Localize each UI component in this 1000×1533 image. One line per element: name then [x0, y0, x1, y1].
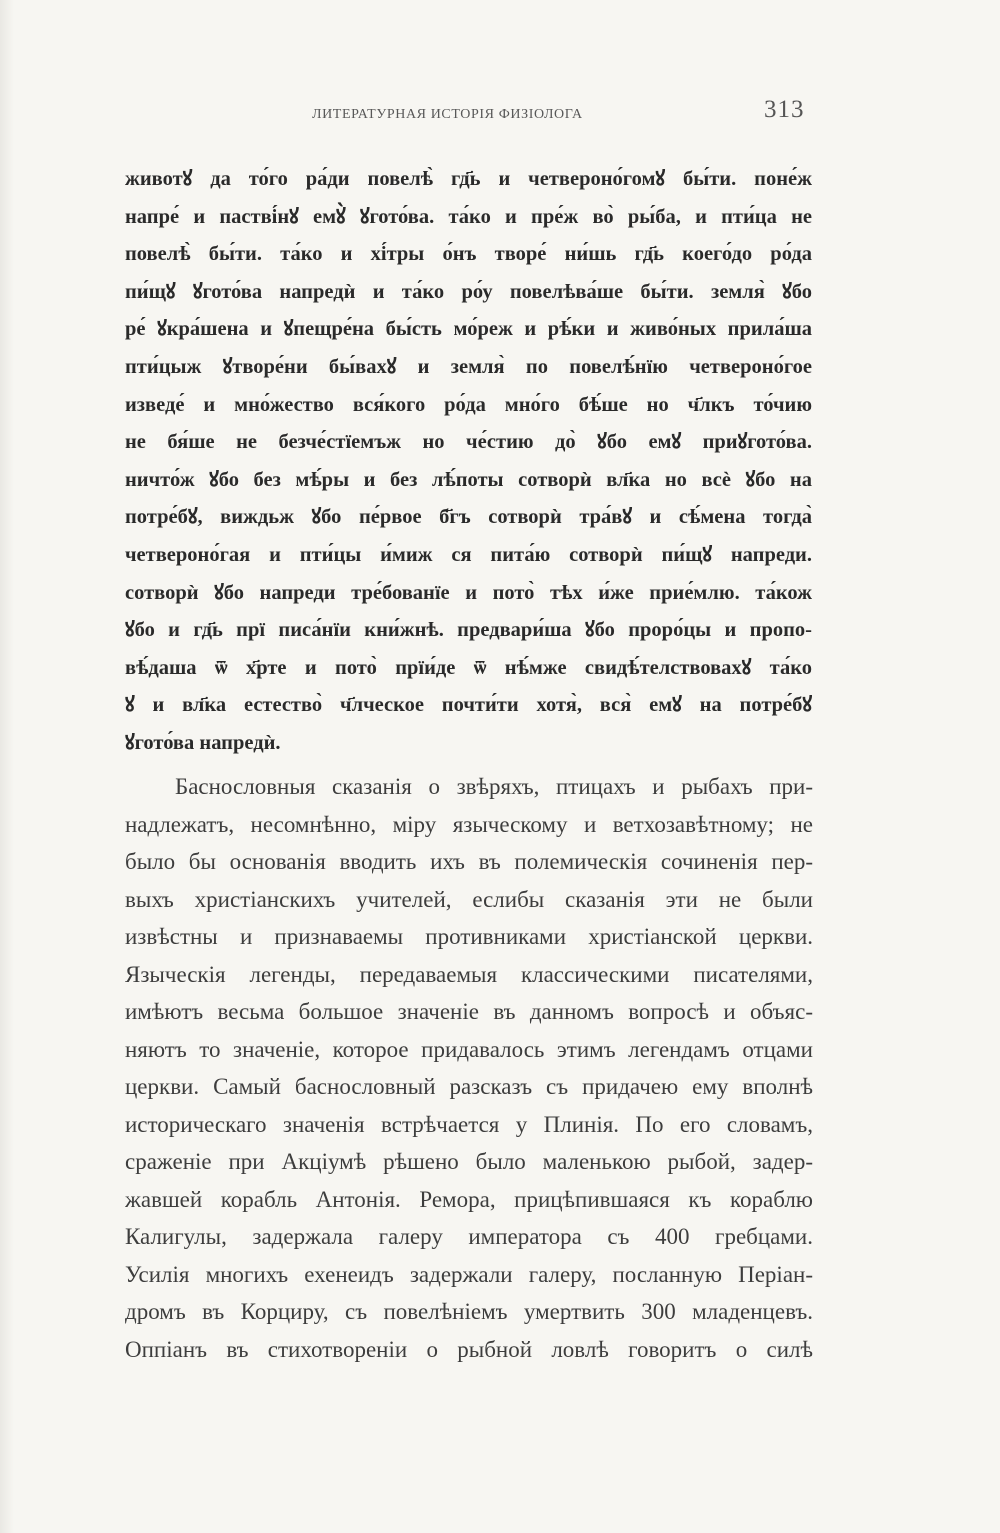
paragraph-line: было бы основанія вводить ихъ въ полемическія сочиненія пер-: [125, 849, 813, 874]
slavonic-line: вѣ́даша ѿ х҃рте и пото̀ прїи́де ѿ нѣ́мже свидѣ́телствовахꙋ та́ко: [125, 656, 812, 679]
paragraph-line: няютъ то значеніе, которое придавалось этимъ легендамъ отцами: [125, 1036, 813, 1062]
slavonic-line: четвероно́гая и пти́цы и́миж ся пита́ю сотворѝ пи́щꙋ напреди.: [125, 543, 812, 566]
paragraph-line: Оппіанъ въ стихотвореніи о рыбной ловлѣ говоритъ о силѣ: [125, 1336, 813, 1362]
paragraph-line: историческаго значенія встрѣчается у Плинія. По его словамъ,: [125, 1111, 813, 1137]
paragraph-line: Языческія легенды, передаваемыя классическими писателями,: [125, 961, 813, 987]
paragraph-line: сраженіе при Акціумѣ рѣшено было маленькою рыбой, задер-: [125, 1149, 813, 1174]
paragraph-line: извѣстны и признаваемы противниками христіанской церкви.: [125, 924, 813, 949]
slavonic-line: ꙋбо и гд҃ь прї писа́нїи кни́жнѣ. предвари́ша ꙋбо проро́цы и пропо-: [125, 619, 812, 642]
slavonic-line: повелѣ̀ бы́ти. та́ко и хі́тры о́нъ творе́ ни́шь гд҃ь коего́до ро́да: [125, 243, 812, 266]
slavonic-line: ре́ ꙋкра́шена и ꙋпещре́на бы́сть мо́реж и рѣ́ки и живо́ных прила́ша: [125, 318, 812, 341]
slavonic-quotation: [125, 161, 812, 763]
paragraph-line: имѣютъ весьма большое значеніе въ данномъ вопросѣ и объяс-: [125, 999, 813, 1024]
paragraph-line: Калигулы, задержала галеру императора съ 400 гребцами.: [125, 1224, 813, 1249]
slavonic-line: ꙋгото́ва напредѝ.: [125, 731, 281, 754]
body-paragraph: [125, 768, 813, 1368]
slavonic-line: пти́цыж ꙋтворе́ни бы́вахꙋ и земля̀ по повелѣ́нїю четвероно́гое: [125, 355, 812, 378]
slavonic-line: пи́щꙋ ꙋгото́ва напредѝ и та́ко ро́у повелѣва́ше бы́ти. земля̀ ꙋбо: [125, 280, 812, 303]
slavonic-line: не бя́ше не безче́стїемъж но че́стию до̀ ꙋбо емꙋ приꙋгото́ва.: [125, 431, 812, 454]
slavonic-line: потре́бꙋ, виждьж ꙋбо пе́рвое б҃гъ сотворѝ тра́вꙋ и сѣ́мена тогда̀: [125, 506, 812, 529]
paragraph-line: дромъ въ Корциру, съ повелѣніемъ умертвить 300 младенцевъ.: [125, 1299, 813, 1324]
scan-edge-shade: [0, 0, 14, 1533]
slavonic-line: ничто́ж ꙋбо без мѣ́ры и без лѣ́поты сотворѝ вл҃ка но всѐ ꙋбо на: [125, 468, 812, 491]
paragraph-line: Усилія многихъ ехенеидъ задержали галеру, посланную Періан-: [125, 1261, 813, 1287]
slavonic-line: животꙋ да то́го ра́ди повелѣ̀ гд҃ь и четвероно́гомꙋ бы́ти. поне́ж: [125, 168, 812, 190]
page-number: 313: [764, 96, 805, 123]
paragraph-line: жавшей корабль Антонія. Ремора, прицѣпившаяся къ кораблю: [125, 1186, 813, 1212]
slavonic-line: изведе́ и мно́жество вся́кого ро́да мно́го бѣ́ше но ч҃лкъ то́чию: [125, 393, 812, 416]
paragraph-line: Баснословныя сказанія о звѣряхъ, птицахъ и рыбахъ при-: [175, 774, 813, 799]
paragraph-line: выхъ христіанскихъ учителей, еслибы сказанія эти не были: [125, 886, 813, 912]
paragraph-line: надлежатъ, несомнѣнно, міру языческому и ветхозавѣтному; не: [125, 811, 813, 837]
paragraph-line: церкви. Самый баснословный разсказъ съ придачею ему вполнѣ: [125, 1074, 813, 1099]
slavonic-line: сотворѝ ꙋбо напреди тре́бованїе и пото̀ тѣх и́же прие́млю. та́кож: [125, 581, 812, 604]
slavonic-line: напре́ и пастві́нꙋ емꙋ̀ ꙋгото́ва. та́ко и пре́ж во̀ ры́ба, и пти́ца не: [125, 205, 812, 228]
slavonic-line: ꙋ и вл҃ка естество̀ ч҃лческое почти́ти хотя̀, вся̀ емꙋ на потре́бꙋ: [125, 694, 812, 717]
running-head: ЛИТЕРАТУРНАЯ ИСТОРІЯ ФИЗІОЛОГА: [312, 107, 583, 122]
